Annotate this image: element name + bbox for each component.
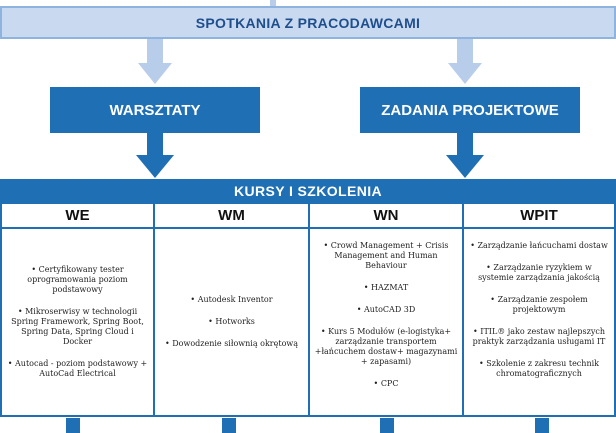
- col-body-we: [0, 229, 155, 417]
- col-title-we: WE: [65, 207, 90, 224]
- box-zadania-projektowe: [360, 87, 580, 133]
- dark-arrows: [136, 133, 484, 178]
- list-item: • Dowodzenie siłownią okrętową: [165, 339, 298, 349]
- col-header-wm: [153, 202, 310, 229]
- bottom-connector-wn: [380, 418, 394, 433]
- kursy-title: KURSY I SZKOLENIA: [233, 182, 383, 199]
- col-body-wpit: [462, 229, 616, 417]
- col-body-wn: [308, 229, 464, 417]
- box-warsztaty-label: WARSZTATY: [109, 101, 201, 119]
- bottom-connector-wpit: [535, 418, 549, 433]
- list-item: • Certyfikowany tester oprogramowania poziom podstawowy: [6, 265, 149, 295]
- col-body-wm: [153, 229, 310, 417]
- list-item: • Zarządzanie łańcuchami dostaw: [470, 241, 608, 251]
- light-arrow-right-head: [448, 63, 482, 84]
- col-title-wn: WN: [373, 207, 399, 224]
- dark-arrow-right-shaft: [457, 133, 473, 157]
- light-arrow-left-head: [138, 63, 172, 84]
- dark-arrow-left-head: [136, 155, 174, 178]
- col-header-we: [0, 202, 155, 229]
- list-item: • Zarządzanie zespołem projektowym: [468, 295, 610, 315]
- list-item: • CPC: [374, 379, 399, 389]
- light-arrow-right-shaft: [457, 39, 473, 65]
- box-warsztaty: [50, 87, 260, 133]
- list-item: • Zarządzanie ryzykiem w systemie zarządzania jakością: [468, 263, 610, 283]
- list-item: • Hotworks: [208, 317, 255, 327]
- col-header-wn: [308, 202, 464, 229]
- kursy-bar: [0, 179, 616, 202]
- light-arrows: [138, 39, 482, 84]
- list-item: • Kurs 5 Modułów (e-logistyka+ zarządzanie transportem +łańcuchem dostaw+ magazynami + zapasami): [314, 327, 458, 367]
- bottom-connector-wm: [222, 418, 236, 433]
- banner-title: SPOTKANIA Z PRACODAWCAMI: [195, 14, 421, 31]
- dark-arrow-right-head: [446, 155, 484, 178]
- list-item: • AutoCAD 3D: [357, 305, 416, 315]
- col-header-wpit: [462, 202, 616, 229]
- light-arrow-left-shaft: [147, 39, 163, 65]
- dark-arrow-left-shaft: [147, 133, 163, 157]
- list-item: • HAZMAT: [364, 283, 408, 293]
- list-item: • Crowd Management + Crisis Management and Human Behaviour: [314, 241, 458, 271]
- col-title-wm: WM: [218, 207, 245, 224]
- list-item: • Szkolenie z zakresu technik chromatograficznych: [468, 359, 610, 379]
- list-item: • Autodesk Inventor: [190, 295, 272, 305]
- box-zadania-label: ZADANIA PROJEKTOWE: [381, 101, 559, 119]
- list-item: • ITIL® jako zestaw najlepszych praktyk zarządzania usługami IT: [468, 327, 610, 347]
- bottom-connector-we: [66, 418, 80, 433]
- list-item: • Mikroserwisy w technologii Spring Framework, Spring Boot, Spring Data, Spring Cloud i Docker: [6, 307, 149, 347]
- list-item: • Autocad - poziom podstawowy + AutoCad Electrical: [6, 359, 149, 379]
- col-title-wpit: WPIT: [520, 207, 558, 224]
